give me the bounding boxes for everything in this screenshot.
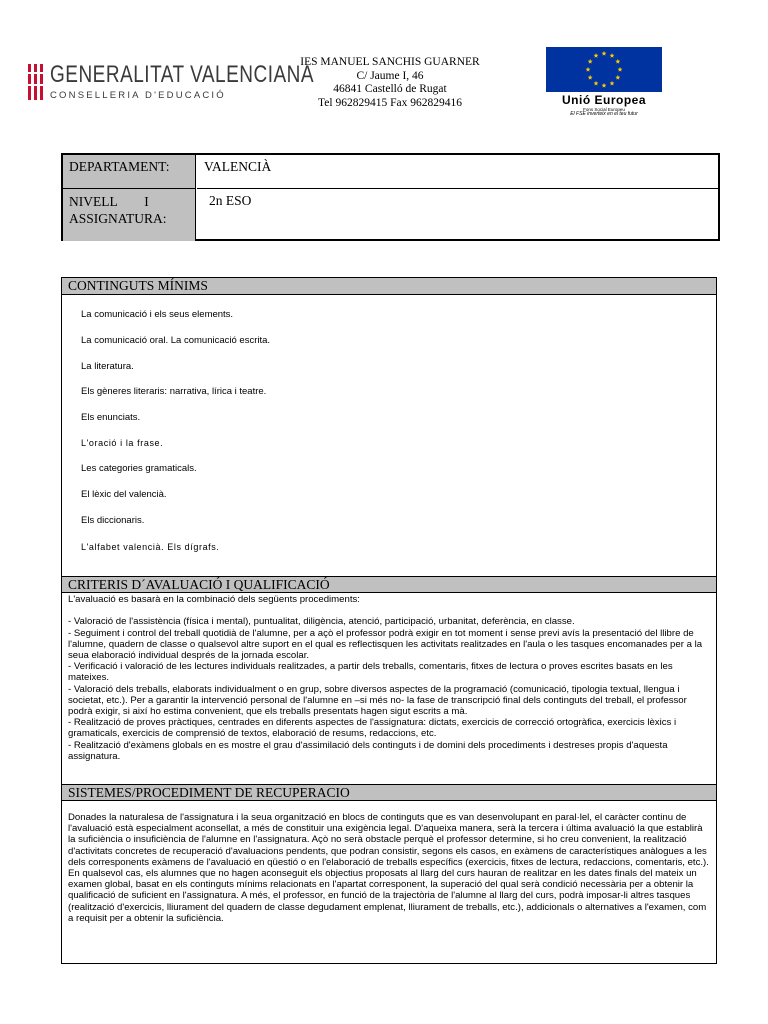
list-item: L'oració i la frase. — [81, 438, 164, 448]
school-name: IES MANUEL SANCHIS GUARNER — [300, 56, 480, 68]
school-info — [270, 56, 510, 110]
generalitat-name: GENERALITAT VALENCIANA — [50, 62, 315, 89]
list-item: La comunicació i els seus elements. — [81, 309, 234, 320]
school-city: 46841 Castelló de Rugat — [333, 83, 447, 95]
list-item: La literatura. — [81, 361, 134, 372]
conselleria-name: CONSELLERIA D'EDUCACIÓ — [50, 90, 226, 101]
list-item: Els enunciats. — [81, 412, 141, 423]
eu-title: Unió Europea — [561, 93, 646, 107]
department-label: DEPARTAMENT: — [63, 155, 196, 189]
list-item: Els gèneres literaris: narrativa, lírica i teatre. — [81, 386, 267, 397]
subject-label: ASSIGNATURA: — [69, 211, 167, 226]
level-label: NIVELL I — [69, 194, 149, 209]
level-value: 2n ESO — [209, 193, 252, 208]
list-item: El lèxic del valencià. — [81, 489, 167, 500]
recuperacio-text — [68, 812, 710, 924]
department-table — [61, 153, 720, 241]
department-value: VALENCIÀ — [197, 155, 718, 189]
eu-logo — [546, 47, 662, 117]
list-item: La comunicació oral. La comunicació escrita. — [81, 335, 271, 346]
section-heading-minims: CONTINGUTS MÍNIMS — [62, 278, 716, 295]
recuperacio-paragraph: En qualsevol cas, els alumnes que no hagen aconseguit els objectius proposats al llarg del curs hauran de realitzar en les dates finals del mateix un examen global, basat en els continguts mínims relacionats en l'apartat corresponent, la superació del qual serà condició necessària per a obtenir la qualificació de suficient en l'assignatura. A més, el professor, en funció de la trajectòria de l'alumne al llarg del curs, podrà imposar-li altres tasques (realització d'exercicis, lliurament del quadern de classe degudament emplenat, lliurament de treballs, etc.), addicionals o alternatives a l'examen, com a requisit per a obtenir la suficiència. — [68, 868, 707, 924]
criteris-text — [68, 594, 710, 762]
criteris-intro: L'avaluació es basarà en la combinació dels següents procediments: — [68, 594, 360, 605]
content-box — [61, 277, 717, 964]
section-heading-criteris: CRITERIS D´AVALUACIÓ I QUALIFICACIÓ — [62, 576, 716, 593]
level-subject-label — [63, 189, 196, 241]
eu-flag-icon — [546, 47, 662, 92]
list-item: Els diccionaris. — [81, 515, 145, 526]
list-item: L'alfabet valencià. Els dígrafs. — [81, 542, 220, 552]
eu-fund-name: Fons Social Europeu — [583, 107, 625, 112]
recuperacio-paragraph: Donades la naturalesa de l'assignatura i la seua organització en blocs de continguts que es van desenvolupant en paral·lel, el caràcter continu de l'avaluació està especialment aconsellat, a més de constituir una exigència legal. D'aqueixa manera, serà la tercera i última avaluació la que establirà la suficiència o insuficiència de l'alumne en l'assignatura. Açò no serà obstacle perquè el professor determine, si ho creu convenient, la realització d'activitats concretes de recuperació d'avaluacions pendents, que podran consistir, segons els casos, en exàmens de característiques anàlogues a les dels corresponents exàmens de l'avaluació en qüestió o en l'elaboració de treballs específics (exercicis, fitxes de lectura, redaccions, comentaris, etc.). — [68, 812, 709, 868]
school-phone: Tel 962829415 Fax 962829416 — [318, 96, 462, 109]
criteris-item: - Verificació i valoració de les lectures individuals realitzades, a partir dels treballs, comentaris, fitxes de lectura o proves escrites basats en les mateixes. — [68, 661, 673, 684]
criteris-item: - Realització d'exàmens globals en es mostre el grau d'assimilació dels continguts i de domini dels procediments i destreses propis d'aquesta assignatura. — [68, 739, 668, 762]
section-heading-recuperacio: SISTEMES/PROCEDIMENT DE RECUPERACIO — [62, 784, 716, 801]
criteris-item: - Valoració dels treballs, elaborats individualment o en grup, sobre diversos aspectes de la programació (comunicació, tipologia textual, llengua i societat, etc.). Per a garantir la intervenció personal de l'alumne en –si més no- la fase de transcripció final dels continguts del treball, el professor podrà exigir, si així ho estima convenient, que els treballs presentats hagen sigut escrits a mà. — [68, 683, 687, 718]
eu-slogan: El FSE inverteix en el teu futur — [570, 111, 638, 117]
criteris-item: - Seguiment i control del treball quotidià de l'alumne, per a açò el professor podrà exigir en tot moment i sense previ avís la presentació del llibre de l'alumne, quadern de classe o qualsevol altre suport en el qual es reflectisquen les activitats realitzades en l'aula o les tasques encomanades per a la seua elaboració individual després de la jornada escolar. — [68, 627, 703, 661]
list-item: Les categories gramaticals. — [81, 463, 197, 474]
criteris-item: - Realització de proves pràctiques, centrades en diferents aspectes de l'assignatura: dictats, exercicis de correcció ortogràfica, exercicis lèxics i gramaticals, exercicis de comprensió de textos, elaboració de resums, redaccions, etc. — [68, 717, 677, 740]
school-address: C/ Jaume I, 46 — [356, 69, 424, 82]
generalitat-emblem-icon — [26, 64, 46, 100]
criteris-item: - Valoració de l'assistència (física i mental), puntualitat, diligència, atenció, participació, urbanitat, deferència, en classe. — [68, 616, 575, 628]
generalitat-logo — [26, 62, 315, 104]
